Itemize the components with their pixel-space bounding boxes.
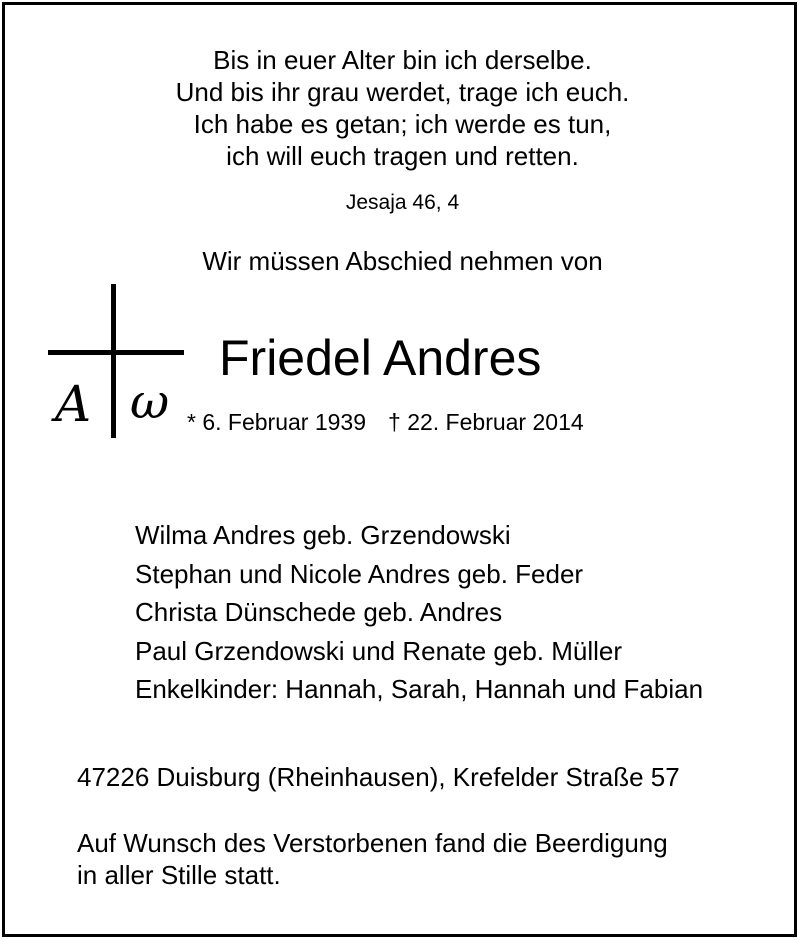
verse-line: ich will euch tragen und retten. (226, 141, 579, 171)
note-line: in aller Stille statt. (77, 860, 281, 890)
mourner-line: Wilma Andres geb. Grzendowski (135, 520, 511, 550)
family-address: 47226 Duisburg (Rheinhausen), Krefelder Straße 57 (77, 762, 680, 792)
verse-source: Jesaja 46, 4 (345, 191, 460, 214)
verse-line: Ich habe es getan; ich werde es tun, (193, 109, 612, 139)
note-line: Auf Wunsch des Verstorbenen fand die Beerdigung (77, 828, 668, 858)
birth-date: * 6. Februar 1939 (187, 409, 367, 435)
mourner-line: Enkelkinder: Hannah, Sarah, Hannah und Fabian (135, 674, 704, 705)
farewell-intro: Wir müssen Abschied nehmen von (202, 246, 603, 276)
omega-symbol: ω (130, 374, 170, 430)
deceased-name: Friedel Andres (219, 330, 542, 386)
bible-verse (5, 44, 800, 172)
verse-line: Bis in euer Alter bin ich derselbe. (213, 45, 592, 75)
verse-line: Und bis ihr grau werdet, trage ich euch. (175, 77, 630, 107)
mourner-line: Stephan und Nicole Andres geb. Feder (135, 558, 584, 589)
mourner-line: Paul Grzendowski und Renate geb. Müller (135, 635, 623, 666)
mourners-list (135, 516, 703, 709)
death-date: † 22. Februar 2014 (388, 409, 584, 435)
alpha-symbol: A (55, 375, 92, 433)
cross-horizontal-bar (48, 350, 184, 355)
obituary-frame (2, 2, 797, 937)
mourner-line: Christa Dünschede geb. Andres (135, 597, 503, 628)
cross-vertical-bar (111, 284, 116, 438)
life-dates (187, 408, 584, 436)
funeral-note (77, 827, 668, 891)
